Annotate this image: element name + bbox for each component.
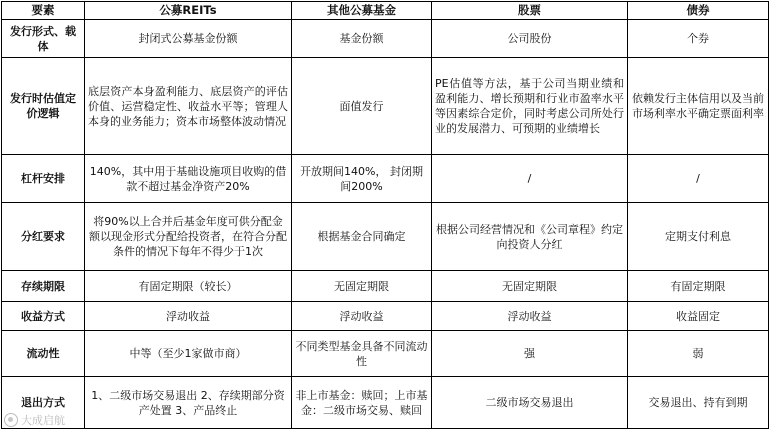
cell-other-funds: 不同类型基金具备不同流动性 <box>292 331 432 377</box>
table-row <box>2 20 769 58</box>
cell-reits: 封闭式公募基金份额 <box>85 20 292 58</box>
cell-reits: 1、二级市场交易退出 2、存续期部分资产处置 3、产品终止 <box>85 377 292 429</box>
cell-stocks: PE估值等方法，基于公司当期业绩和盈利能力、增长预期和行业市盈率水平等因素综合定价，同时考虑公司所处行业的发展潜力、可预期的业绩增长 <box>432 58 628 155</box>
cell-bonds: 有固定期限 <box>628 271 769 302</box>
header-stocks: 股票 <box>432 2 628 20</box>
row-label: 发行形式、载体 <box>2 20 85 58</box>
cell-stocks: 强 <box>432 331 628 377</box>
watermark <box>4 412 65 428</box>
cell-bonds: 依赖发行主体信用以及当前市场利率水平确定票面利率 <box>628 58 769 155</box>
cell-stocks: 浮动收益 <box>432 302 628 331</box>
comparison-table <box>1 1 769 429</box>
table-row <box>2 302 769 331</box>
row-label: 退出方式 <box>2 377 85 429</box>
cell-stocks: 根据公司经营情况和《公司章程》约定向投资人分红 <box>432 203 628 271</box>
header-other-funds: 其他公募基金 <box>292 2 432 20</box>
table-row <box>2 377 769 429</box>
table-row <box>2 331 769 377</box>
cell-stocks: 二级市场交易退出 <box>432 377 628 429</box>
watermark-text: 大成启航 <box>21 414 65 427</box>
cell-reits: 有固定期限（较长） <box>85 271 292 302</box>
row-label: 流动性 <box>2 331 85 377</box>
cell-bonds: 弱 <box>628 331 769 377</box>
cell-reits: 140%，其中用于基础设施项目收购的借款不超过基金净资产20% <box>85 155 292 203</box>
cell-other-funds: 非上市基金：赎回；上市基金：二级市场交易、赎回 <box>292 377 432 429</box>
cell-bonds: 个券 <box>628 20 769 58</box>
cell-other-funds: 面值发行 <box>292 58 432 155</box>
logo-circle-icon <box>4 413 18 427</box>
row-label: 收益方式 <box>2 302 85 331</box>
cell-reits: 将90%以上合并后基金年度可供分配金额以现金形式分配给投资者，在符合分配条件的情况下每年不得少于1次 <box>85 203 292 271</box>
row-label: 发行时估值定价逻辑 <box>2 58 85 155</box>
cell-other-funds: 根据基金合同确定 <box>292 203 432 271</box>
cell-bonds: 定期支付利息 <box>628 203 769 271</box>
table-row <box>2 58 769 155</box>
table-header-row <box>2 2 769 20</box>
header-element: 要素 <box>2 2 85 20</box>
cell-other-funds: 浮动收益 <box>292 302 432 331</box>
cell-bonds: / <box>628 155 769 203</box>
table-row <box>2 155 769 203</box>
cell-stocks: 公司股份 <box>432 20 628 58</box>
cell-other-funds: 无固定期限 <box>292 271 432 302</box>
cell-stocks: / <box>432 155 628 203</box>
cell-reits: 浮动收益 <box>85 302 292 331</box>
cell-stocks: 无固定期限 <box>432 271 628 302</box>
cell-bonds: 交易退出、持有到期 <box>628 377 769 429</box>
header-bonds: 债券 <box>628 2 769 20</box>
cell-other-funds: 基金份额 <box>292 20 432 58</box>
row-label: 存续期限 <box>2 271 85 302</box>
cell-other-funds: 开放期间140%， 封闭期间200% <box>292 155 432 203</box>
header-reits: 公募REITs <box>85 2 292 20</box>
cell-bonds: 收益固定 <box>628 302 769 331</box>
cell-reits: 中等（至少1家做市商） <box>85 331 292 377</box>
row-label: 杠杆安排 <box>2 155 85 203</box>
table-row <box>2 271 769 302</box>
cell-reits: 底层资产本身盈利能力、底层资产的评估价值、运营稳定性、收益水平等；管理人本身的业务能力；资本市场整体波动情况 <box>85 58 292 155</box>
row-label: 分红要求 <box>2 203 85 271</box>
table-row <box>2 203 769 271</box>
